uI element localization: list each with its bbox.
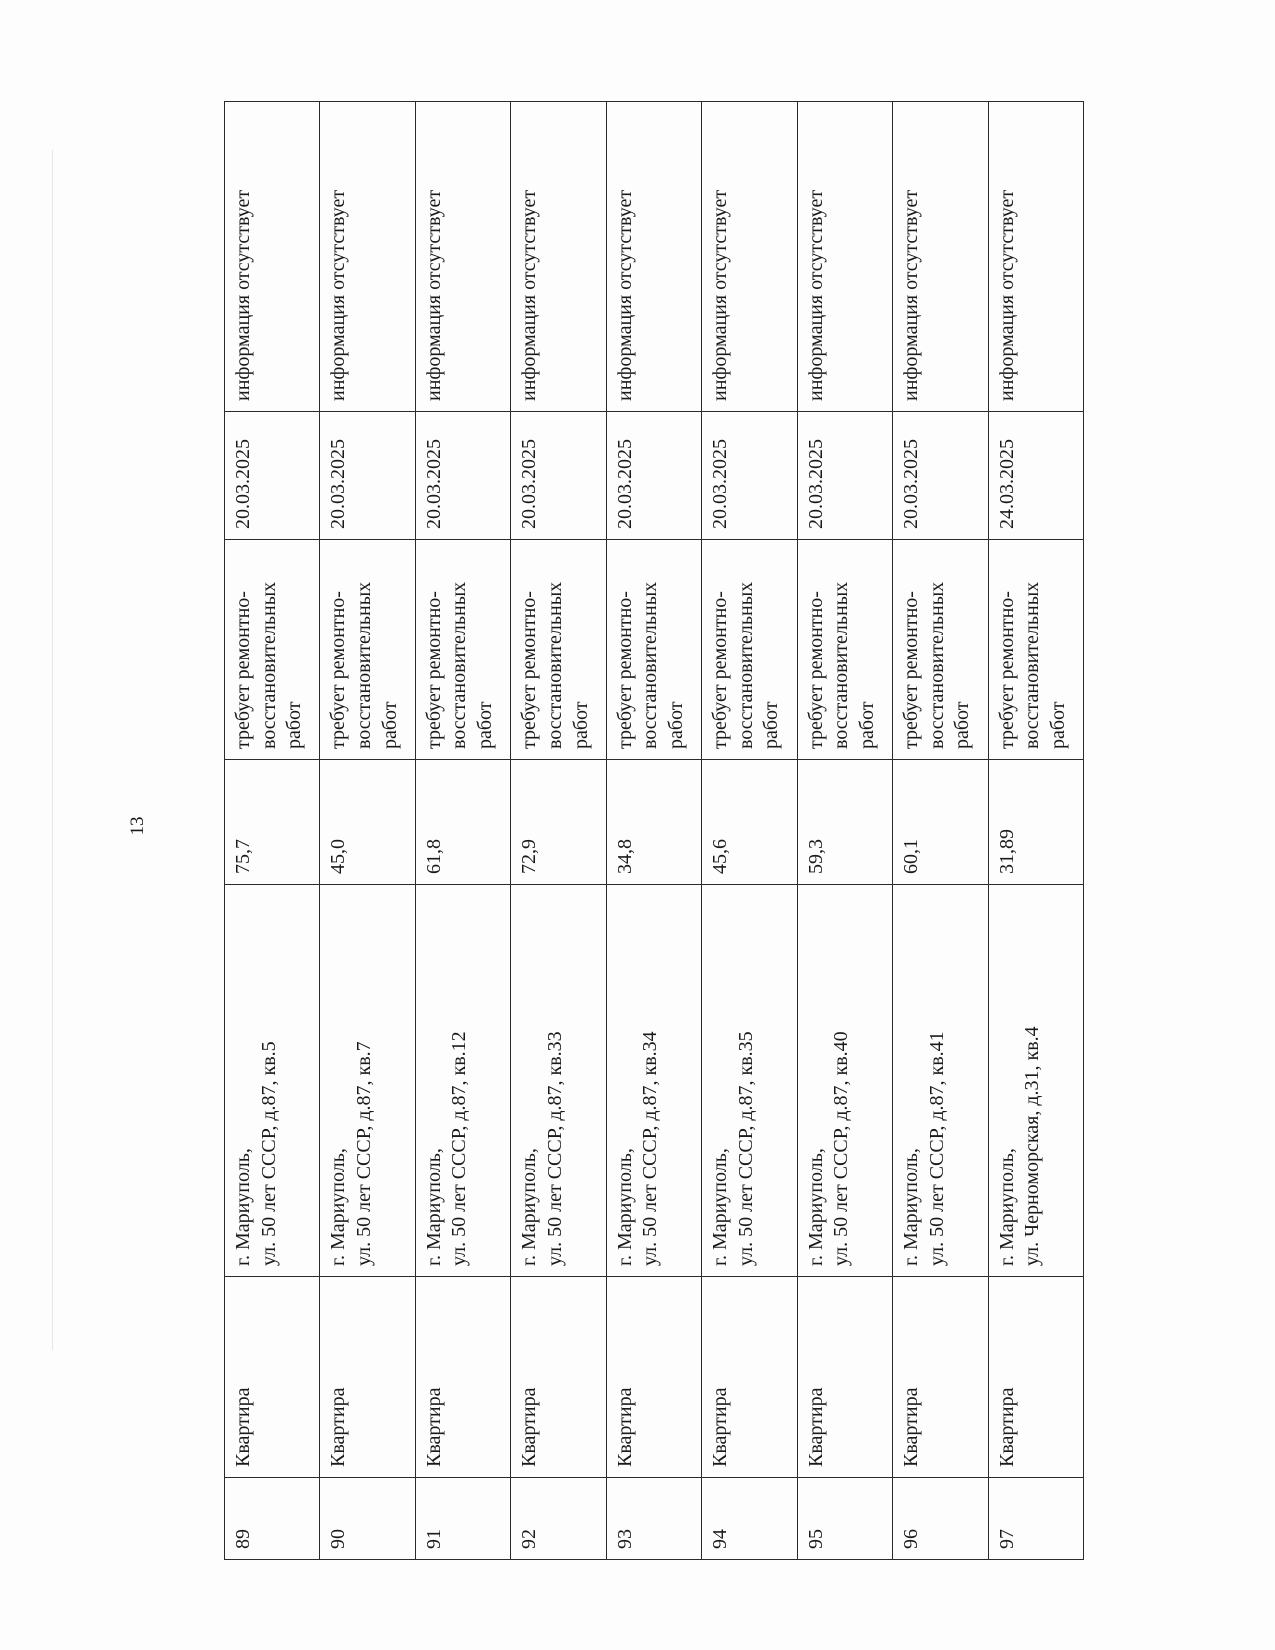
area-text: 31,89 [995, 829, 1018, 874]
address-cell [415, 885, 510, 1277]
table-row [893, 102, 988, 1560]
address-cell [225, 885, 320, 1277]
condition-text: требует ремонтно-восстановительных работ [232, 581, 306, 749]
date-cell [702, 412, 797, 540]
condition-text: требует ремонтно-восстановительных работ [709, 581, 783, 749]
row-number-text: 93 [613, 1529, 636, 1549]
row-number-text: 97 [995, 1529, 1018, 1549]
object-type-text: Квартира [804, 1387, 827, 1467]
condition-cell [893, 540, 988, 760]
table-row [702, 102, 797, 1560]
object-type-text: Квартира [995, 1387, 1018, 1467]
address-text: ул. 50 лет СССР, д.87, кв.5 [257, 1041, 280, 1266]
address-text: ул. 50 лет СССР, д.87, кв.34 [639, 1031, 662, 1266]
registry-table-container [224, 102, 1084, 1560]
page-number: 13 [127, 816, 148, 836]
row-number-text: 91 [422, 1529, 445, 1549]
date-cell [225, 412, 320, 540]
area-cell [606, 760, 701, 885]
owner-info-cell [797, 102, 892, 412]
condition-text: требует ремонтно-восстановительных работ [327, 581, 401, 749]
owner-info-text: информация отсутствует [995, 189, 1018, 401]
owner-info-cell [893, 102, 988, 412]
owner-info-text: информация отсутствует [232, 189, 254, 401]
date-text: 20.03.2025 [518, 439, 541, 529]
owner-info-text: информация отсутствует [804, 189, 827, 401]
row-number-cell [702, 1478, 797, 1560]
owner-info-cell [606, 102, 701, 412]
row-number-text: 94 [709, 1529, 732, 1549]
table-row [606, 102, 701, 1560]
address-text: ул. 50 лет СССР, д.87, кв.12 [448, 1031, 471, 1266]
row-number-cell [988, 1478, 1084, 1560]
object-type-cell [893, 1277, 988, 1478]
address-text: ул. 50 лет СССР, д.87, кв.41 [925, 1031, 948, 1266]
object-type-cell [320, 1277, 415, 1478]
owner-info-cell [320, 102, 415, 412]
table-row [225, 102, 320, 1560]
row-number-text: 92 [518, 1529, 541, 1549]
owner-info-text: информация отсутствует [422, 189, 445, 401]
date-cell [511, 412, 606, 540]
date-cell [797, 412, 892, 540]
object-type-cell [988, 1277, 1084, 1478]
area-cell [797, 760, 892, 885]
date-cell [988, 412, 1084, 540]
address-text: г. Мариуполь, [804, 1148, 827, 1266]
property-registry-table [224, 101, 1084, 1560]
row-number-text: 96 [900, 1529, 923, 1549]
condition-cell [225, 540, 320, 760]
table-row [511, 102, 606, 1560]
owner-info-text: информация отсутствует [613, 189, 636, 401]
condition-cell [320, 540, 415, 760]
date-cell [893, 412, 988, 540]
condition-cell [606, 540, 701, 760]
row-number-cell [415, 1478, 510, 1560]
condition-text: требует ремонтно-восстановительных работ [422, 581, 497, 749]
address-text: г. Мариуполь, [613, 1148, 636, 1266]
address-text: г. Мариуполь, [995, 1148, 1018, 1266]
owner-info-text: информация отсутствует [518, 189, 541, 401]
area-text: 34,8 [613, 839, 636, 874]
condition-text: требует ремонтно-восстановительных работ [804, 581, 878, 749]
object-type-cell [225, 1277, 320, 1478]
area-cell [320, 760, 415, 885]
row-number-text: 90 [327, 1529, 350, 1549]
area-text: 59,3 [804, 839, 827, 874]
address-text: г. Мариуполь, [232, 1148, 254, 1266]
area-text: 45,0 [327, 839, 350, 874]
row-number-cell [320, 1478, 415, 1560]
area-cell [988, 760, 1084, 885]
row-number-text: 95 [804, 1529, 827, 1549]
area-cell [225, 760, 320, 885]
address-text: г. Мариуполь, [422, 1148, 445, 1266]
condition-text: требует ремонтно-восстановительных работ [995, 581, 1069, 749]
date-text: 20.03.2025 [422, 439, 445, 529]
date-cell [320, 412, 415, 540]
date-text: 20.03.2025 [804, 439, 827, 529]
date-text: 20.03.2025 [232, 439, 254, 529]
date-cell [415, 412, 510, 540]
date-text: 24.03.2025 [995, 439, 1018, 529]
address-cell [893, 885, 988, 1277]
area-cell [415, 760, 510, 885]
area-text: 75,7 [232, 839, 254, 874]
condition-cell [511, 540, 606, 760]
row-number-cell [797, 1478, 892, 1560]
condition-cell [797, 540, 892, 760]
owner-info-cell [511, 102, 606, 412]
address-text: г. Мариуполь, [327, 1148, 350, 1266]
row-number-cell [893, 1478, 988, 1560]
owner-info-cell [225, 102, 320, 412]
row-number-cell [606, 1478, 701, 1560]
address-text: ул. 50 лет СССР, д.87, кв.40 [830, 1031, 853, 1266]
condition-text: требует ремонтно-восстановительных работ [613, 581, 687, 749]
scan-edge-line [52, 150, 53, 1350]
date-text: 20.03.2025 [327, 439, 350, 529]
address-cell [606, 885, 701, 1277]
address-text: ул. 50 лет СССР, д.87, кв.35 [734, 1031, 757, 1266]
owner-info-text: информация отсутствует [327, 189, 350, 401]
address-cell [988, 885, 1084, 1277]
condition-cell [988, 540, 1084, 760]
owner-info-cell [415, 102, 510, 412]
address-cell [320, 885, 415, 1277]
owner-info-cell [988, 102, 1084, 412]
object-type-text: Квартира [327, 1387, 350, 1467]
object-type-cell [511, 1277, 606, 1478]
condition-text: требует ремонтно-восстановительных работ [900, 581, 974, 749]
address-text: ул. 50 лет СССР, д.87, кв.7 [353, 1041, 376, 1266]
date-cell [606, 412, 701, 540]
object-type-text: Квартира [613, 1387, 636, 1467]
area-text: 60,1 [900, 839, 923, 874]
object-type-text: Квартира [422, 1387, 445, 1467]
owner-info-cell [702, 102, 797, 412]
object-type-text: Квартира [232, 1387, 254, 1467]
object-type-cell [606, 1277, 701, 1478]
table-row [415, 102, 510, 1560]
owner-info-text: информация отсутствует [900, 189, 923, 401]
address-text: г. Мариуполь, [900, 1148, 923, 1266]
table-row [988, 102, 1084, 1560]
date-text: 20.03.2025 [709, 439, 732, 529]
object-type-cell [797, 1277, 892, 1478]
condition-cell [702, 540, 797, 760]
address-cell [511, 885, 606, 1277]
row-number-cell [225, 1478, 320, 1560]
table-row [797, 102, 892, 1560]
object-type-cell [415, 1277, 510, 1478]
registry-table-body [225, 102, 1084, 1560]
object-type-text: Квартира [709, 1387, 732, 1467]
area-text: 61,8 [422, 839, 445, 874]
row-number-text: 89 [232, 1529, 254, 1549]
condition-cell [415, 540, 510, 760]
date-text: 20.03.2025 [900, 439, 923, 529]
object-type-text: Квартира [518, 1387, 541, 1467]
address-text: г. Мариуполь, [518, 1148, 541, 1266]
condition-text: требует ремонтно-восстановительных работ [518, 581, 592, 749]
owner-info-text: информация отсутствует [709, 189, 732, 401]
area-cell [893, 760, 988, 885]
address-text: ул. 50 лет СССР, д.87, кв.33 [543, 1031, 566, 1266]
address-text: г. Мариуполь, [709, 1148, 732, 1266]
address-text: ул. Черноморская, д.31, кв.4 [1021, 1026, 1044, 1266]
area-text: 72,9 [518, 839, 541, 874]
address-cell [797, 885, 892, 1277]
table-row [320, 102, 415, 1560]
object-type-cell [702, 1277, 797, 1478]
row-number-cell [511, 1478, 606, 1560]
area-cell [511, 760, 606, 885]
address-cell [702, 885, 797, 1277]
object-type-text: Квартира [900, 1387, 923, 1467]
area-text: 45,6 [709, 839, 732, 874]
date-text: 20.03.2025 [613, 439, 636, 529]
area-cell [702, 760, 797, 885]
